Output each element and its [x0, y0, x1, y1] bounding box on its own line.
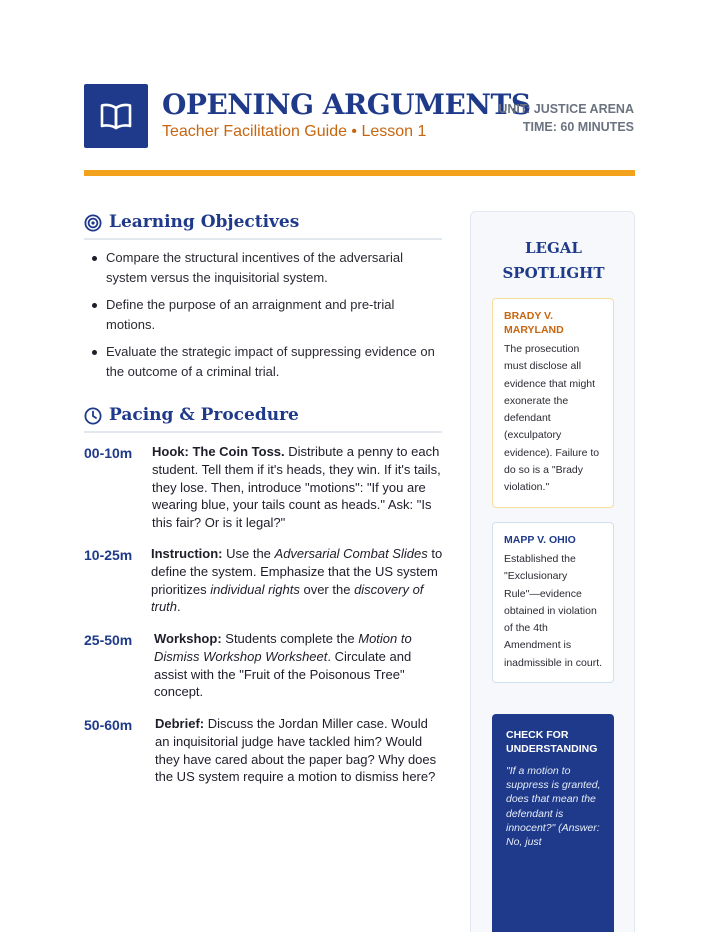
- case-name: MAPP V. OHIO: [504, 534, 576, 546]
- logo: [84, 84, 148, 148]
- list-item: Compare the structural incentives of the adversarial system versus the inquisitorial system.: [92, 248, 444, 288]
- list-item: Evaluate the strategic impact of suppressing evidence on the outcome of a criminal trial.: [92, 342, 444, 382]
- check-heading: CHECK FOR UNDERSTANDING: [506, 729, 598, 755]
- check-question: "If a motion to suppress is granted, does that mean the defendant is innocent?" (Answer: No, just: [506, 765, 601, 849]
- pacing-heading: Pacing & Procedure: [84, 405, 442, 433]
- page-subtitle: Teacher Facilitation Guide • Lesson 1: [162, 123, 427, 140]
- case-text: Established the "Exclusionary Rule"—evidence obtained in violation of the 4th Amendment is inadmissible in court.: [504, 553, 603, 669]
- step-description: Hook: The Coin Toss. Distribute a penny to each student. Tell them if it's heads, they win. If it's tails, they lose. Then, introduce "motions": "If you are wearing blue, your tails count as heads." Ask: "Is this fair? Or is it legal?": [152, 444, 441, 531]
- case-card-mapp: [492, 522, 614, 683]
- check-for-understanding-card: [492, 714, 614, 932]
- sidebar-title: LEGAL SPOTLIGHT: [502, 239, 605, 282]
- unit-label: UNIT: JUSTICE ARENA: [498, 102, 634, 116]
- open-book-icon: [99, 101, 133, 131]
- step-description: Workshop: Students complete the Motion to Dismiss Workshop Worksheet. Circulate and assist with the "Fruit of the Poisonous Tree" concept.: [154, 631, 412, 700]
- step-description: Instruction: Use the Adversarial Combat Slides to define the system. Emphasize that the US system prioritizes individual rights over the discovery of truth.: [151, 546, 443, 615]
- header-divider: [84, 170, 635, 176]
- case-name: BRADY V. MARYLAND: [504, 310, 564, 336]
- clock-icon: [84, 407, 102, 425]
- case-text: The prosecution must disclose all evidence that might exonerate the defendant (exculpatory evidence). Failure to do so is a "Brady violation.": [504, 343, 600, 494]
- step-description: Debrief: Discuss the Jordan Miller case. Would an inquisitorial judge have tackled him? Would they have cared about the paper bag? Why does the US system require a motion to dismiss here?: [155, 716, 437, 785]
- legal-spotlight-sidebar: [470, 211, 635, 932]
- objectives-list: [92, 248, 444, 389]
- step-time: 00-10m: [84, 445, 133, 461]
- page-title: OPENING ARGUMENTS: [162, 88, 531, 121]
- objectives-heading: Learning Objectives: [84, 212, 442, 240]
- time-label: TIME: 60 MINUTES: [522, 120, 634, 134]
- lesson-meta: [498, 100, 634, 136]
- case-card-brady: [492, 298, 614, 508]
- target-icon: [84, 214, 102, 232]
- step-time: 10-25m: [84, 547, 133, 563]
- list-item: Define the purpose of an arraignment and pre-trial motions.: [92, 295, 444, 335]
- step-time: 50-60m: [84, 717, 133, 733]
- step-time: 25-50m: [84, 632, 133, 648]
